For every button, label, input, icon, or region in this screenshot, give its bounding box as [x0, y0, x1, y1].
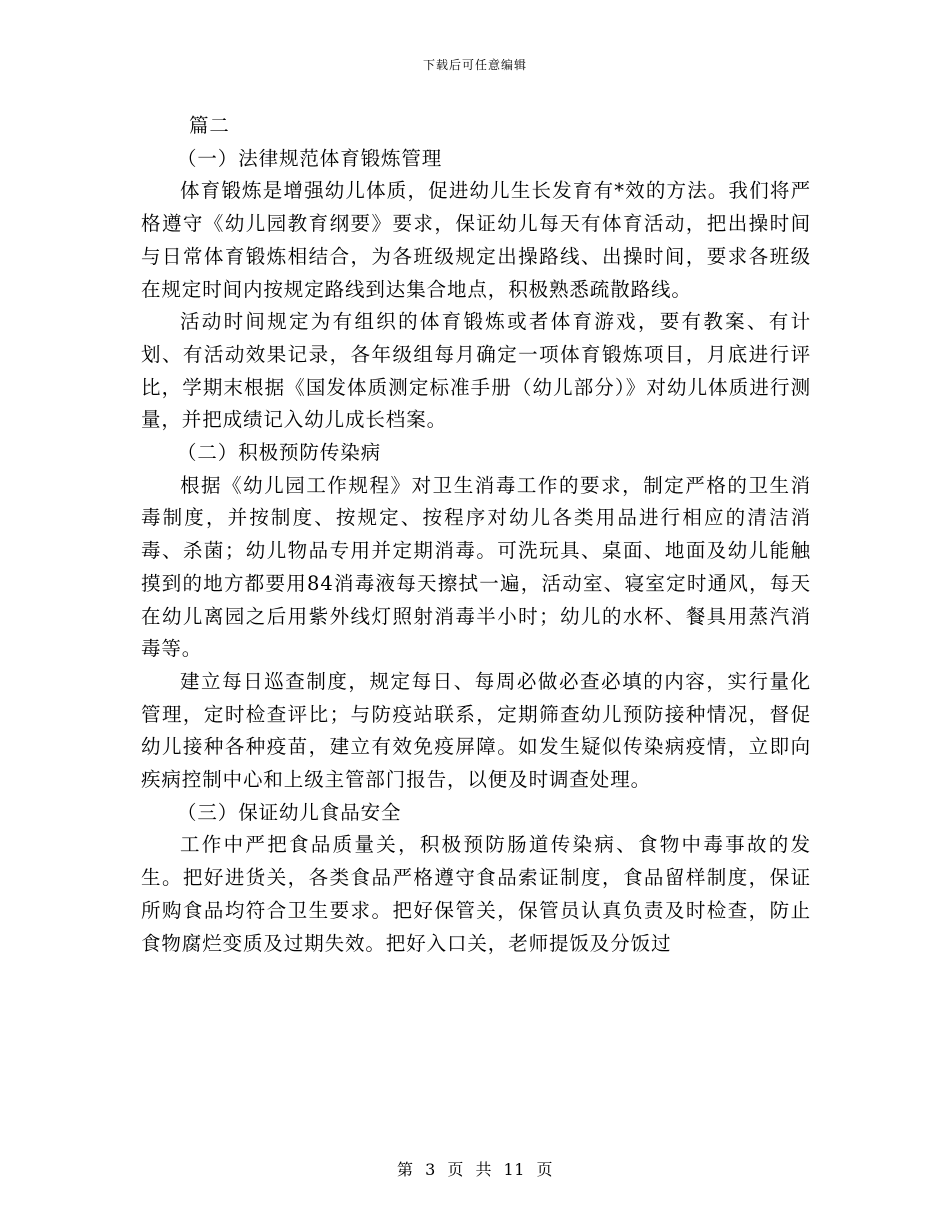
header-note: 下载后可任意编辑	[422, 58, 527, 72]
section-heading-1: （一）法律规范体育锻炼管理	[177, 146, 443, 170]
document-body	[141, 110, 811, 960]
paragraph: 建立每日巡查制度，规定每日、每周必做必查必填的内容，实行量化管理，定时检查评比；与防疫站联系，定期筛查幼儿预防接种情况，督促幼儿接种各种疫苗，建立有效免疫屏障。如发生疑似传染病疫情，立即向疾病控制中心和上级主管部门报告，以便及时调查处理。	[141, 669, 811, 792]
paragraph: 根据《幼儿园工作规程》对卫生消毒工作的要求，制定严格的卫生消毒制度，并按制度、按规定、按程序对幼儿各类用品进行相应的清洁消毒、杀菌；幼儿物品专用并定期消毒。可洗玩具、桌面、地面及幼儿能触摸到的地方都要用84消毒液每天擦拭一遍，活动室、寝室定时通风，每天在幼儿离园之后用紫外线灯照射消毒半小时；幼儿的水杯、餐具用蒸汽消毒等。	[141, 473, 811, 661]
section-title: 篇二	[189, 114, 230, 137]
paragraph: 活动时间规定为有组织的体育锻炼或者体育游戏，要有教案、有计划、有活动效果记录，各年级组每月确定一项体育锻炼项目，月底进行评比，学期末根据《国发体质测定标准手册（幼儿部分）》对幼儿体质进行测量，并把成绩记入幼儿成长档案。	[141, 310, 811, 432]
section-heading-2: （二）积极预防传染病	[177, 441, 382, 465]
page-number-footer: 第 3 页 共 11 页	[397, 1160, 553, 1179]
paragraph: 工作中严把食品质量关，积极预防肠道传染病、食物中毒事故的发生。把好进货关，各类食品严格遵守食品索证制度，食品留样制度，保证所购食品均符合卫生要求。把好保管关，保管员认真负责及时检查，防止食物腐烂变质及过期失效。把好入口关，老师提饭及分饭过	[141, 833, 811, 955]
paragraph: 体育锻炼是增强幼儿体质，促进幼儿生长发育有*效的方法。我们将严格遵守《幼儿园教育纲要》要求，保证幼儿每天有体育活动，把出操时间与日常体育锻炼相结合，为各班级规定出操路线、出操时间，要求各班级在规定时间内按规定路线到达集合地点，积极熟悉疏散路线。	[141, 179, 811, 301]
section-heading-3: （三）保证幼儿食品安全	[177, 800, 402, 824]
